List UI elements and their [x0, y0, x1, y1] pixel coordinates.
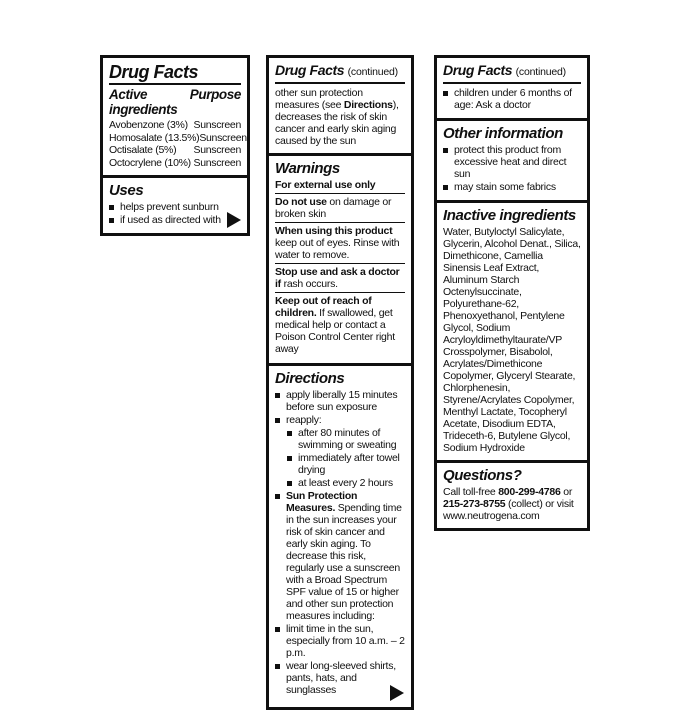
drug-facts-panel-2 — [266, 55, 414, 710]
inactive-ingredients-heading: Inactive ingredients — [443, 207, 576, 224]
bullet-square-icon — [287, 456, 292, 461]
questions-heading: Questions? — [443, 467, 522, 484]
continuation-arrow-icon — [390, 685, 404, 701]
direction-item: reapply: — [275, 414, 405, 426]
bullet-square-icon — [443, 91, 448, 96]
uses-heading: Uses — [109, 182, 144, 199]
intro-paragraph: other sun protection measures (see Directions), decreases the risk of skin cancer and early skin aging caused by the sun — [275, 87, 399, 147]
warnings-section — [269, 153, 411, 363]
continuation-arrow-icon — [227, 212, 241, 228]
bullet-item: may stain some fabrics — [443, 181, 581, 193]
directions-heading: Directions — [275, 370, 345, 387]
questions-text: Call toll-free 800-299-4786 or 215-273-8755 (collect) or visit www.neutrogena.com — [443, 486, 574, 522]
direction-item: apply liberally 15 minutes before sun exposure — [275, 389, 405, 413]
bullet-square-icon — [275, 494, 280, 499]
direction-item: limit time in the sun, especially from 10 a.m. – 2 p.m. — [275, 623, 405, 659]
direction-item: at least every 2 hours — [287, 477, 405, 489]
purpose-heading: Purpose — [189, 87, 241, 102]
bullet-square-icon — [287, 431, 292, 436]
bullet-square-icon — [275, 418, 280, 423]
inactive-ingredients-section — [437, 200, 587, 460]
continued-warnings-section — [437, 58, 587, 118]
title-rule — [275, 82, 405, 84]
warning-item: When using this product keep out of eyes. Rinse with water to remove. — [275, 223, 405, 264]
bullet-square-icon — [275, 393, 280, 398]
bullet-square-icon — [443, 148, 448, 153]
title-rule — [109, 83, 241, 85]
warning-item: Keep out of reach of children. If swallowed, get medical help or contact a Poison Control Center right away — [275, 294, 395, 355]
bullet-item: protect this product from excessive heat and direct sun — [443, 144, 581, 180]
continued-label: (continued) — [515, 66, 566, 78]
bullet-square-icon — [275, 664, 280, 669]
active-ingredient-row: Avobenzone (3%) Sunscreen — [109, 119, 241, 131]
drug-facts-title: Drug Facts (continued) — [443, 62, 566, 78]
other-information-list — [443, 144, 581, 193]
direction-item: after 80 minutes of swimming or sweating — [287, 427, 405, 451]
warnings-list — [275, 194, 405, 357]
panel-title-row — [275, 62, 405, 81]
active-ingredient-row: Octocrylene (10%) Sunscreen — [109, 156, 241, 169]
active-ingredients-header — [109, 88, 241, 117]
bullet-item: helps prevent sunburn — [109, 201, 241, 213]
bullet-square-icon — [275, 627, 280, 632]
warning-item: Do not use on damage or broken skin — [275, 194, 405, 223]
directions-section — [269, 363, 411, 707]
bullet-square-icon — [443, 185, 448, 190]
direction-item: wear long-sleeved shirts, pants, hats, and sunglasses — [275, 660, 405, 696]
panel-title-row — [443, 62, 581, 81]
inactive-ingredients-text: Water, Butyloctyl Salicylate, Glycerin, Alcohol Denat., Silica, Dimethicone, Camellia Sinensis Leaf Extract, Aluminum Starch Octenylsuccinate, Polyurethane-62, Phenoxyethanol, Pentylene Glycol, Sodium Acryloyldimethyltaurate/VP Crosspolymer, Bisabolol, Acrylates/Dimethicone Copolymer, Glyceryl Stearate, Chlorphenesin, Styrene/Acrylates Copolymer, Menthyl Lactate, Tocopheryl Acetate, Disodium EDTA, Trideceth-6, Butylene Glycol, Sodium Hydroxide — [443, 226, 581, 454]
bullet-square-icon — [287, 481, 292, 486]
drug-facts-title: Drug Facts (continued) — [275, 62, 398, 78]
active-ingredients-section — [103, 58, 247, 175]
bullet-square-icon — [109, 218, 114, 223]
bullet-item: children under 6 months of age: Ask a doctor — [443, 87, 581, 111]
bullet-item: if used as directed with — [109, 214, 241, 226]
external-use-line: For external use only — [275, 179, 405, 194]
active-ingredient-row: Homosalate (13.5%) Sunscreen — [109, 131, 247, 144]
ask-doctor-list — [443, 87, 581, 111]
warning-item: Stop use and ask a doctor if rash occurs. — [275, 264, 405, 293]
uses-section — [103, 175, 247, 233]
active-ingredient-row: Octisalate (5%) Sunscreen — [109, 144, 241, 156]
other-information-section — [437, 118, 587, 200]
continued-intro-section — [269, 58, 411, 153]
bullet-square-icon — [109, 205, 114, 210]
direction-item: immediately after towel drying — [287, 452, 405, 476]
questions-section — [437, 460, 587, 528]
drug-facts-panel-3 — [434, 55, 590, 531]
directions-list — [275, 389, 405, 696]
drug-facts-panel-1 — [100, 55, 250, 236]
warnings-heading: Warnings — [275, 160, 340, 177]
title-rule — [443, 82, 581, 84]
other-information-heading: Other information — [443, 125, 563, 142]
active-ingredients-table — [109, 119, 247, 169]
active-ingredients-heading: Active ingredients — [109, 87, 178, 117]
uses-list — [109, 201, 241, 226]
direction-item: Sun Protection Measures. Spending time in the sun increases your risk of skin cancer and early skin aging. To decrease this risk, regularly use a sunscreen with a Broad Spectrum SPF value of 15 or higher and other sun protection measures including: — [275, 490, 405, 622]
drug-facts-title: Drug Facts — [109, 62, 199, 82]
continued-label: (continued) — [347, 66, 398, 78]
